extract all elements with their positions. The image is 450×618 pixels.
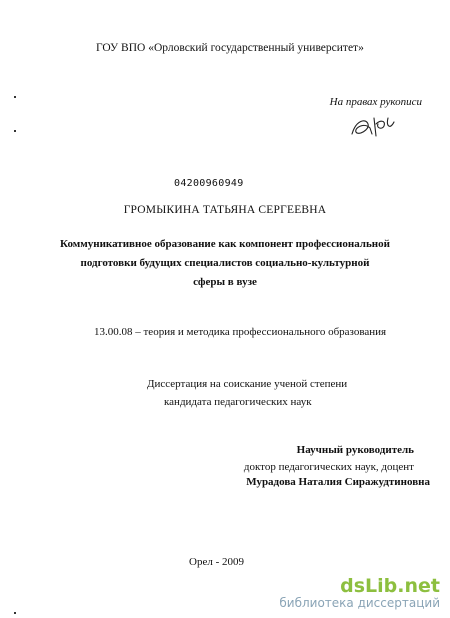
supervisor-name: Мурадова Наталия Сиражудтиновна xyxy=(246,476,430,488)
author-name: ГРОМЫКИНА ТАТЬЯНА СЕРГЕЕВНА xyxy=(123,204,327,216)
scan-speck xyxy=(14,130,16,132)
degree-line: кандидата педагогических наук xyxy=(164,396,312,408)
thesis-title-line: Коммуникативное образование как компонент профессиональной xyxy=(60,238,390,250)
manuscript-note: На правах рукописи xyxy=(329,96,422,108)
supervisor-degree: доктор педагогических наук, доцент xyxy=(243,461,414,473)
dslib-logo xyxy=(279,576,440,596)
thesis-title-line: сферы в вузе xyxy=(193,276,257,288)
degree-line: Диссертация на соискание ученой степени xyxy=(147,378,348,390)
specialty-code: 13.00.08 – теория и методика профессионального образования xyxy=(94,326,387,338)
watermark-subtitle: библиотека диссертаций xyxy=(279,596,440,610)
city-year: Орел - 2009 xyxy=(189,556,244,568)
scan-speck xyxy=(14,96,16,98)
thesis-title-line: подготовки будущих специалистов социально-культурной xyxy=(80,257,370,269)
scan-speck xyxy=(14,612,16,614)
handwritten-signature xyxy=(346,110,402,144)
logo-suffix: .net xyxy=(397,575,440,597)
supervisor-label: Научный руководитель xyxy=(296,444,414,456)
organization-header: ГОУ ВПО «Орловский государственный университет» xyxy=(96,42,364,54)
logo-main: dsLib xyxy=(340,575,398,597)
document-code: 04200960949 xyxy=(174,178,244,189)
dslib-watermark[interactable] xyxy=(279,576,440,610)
